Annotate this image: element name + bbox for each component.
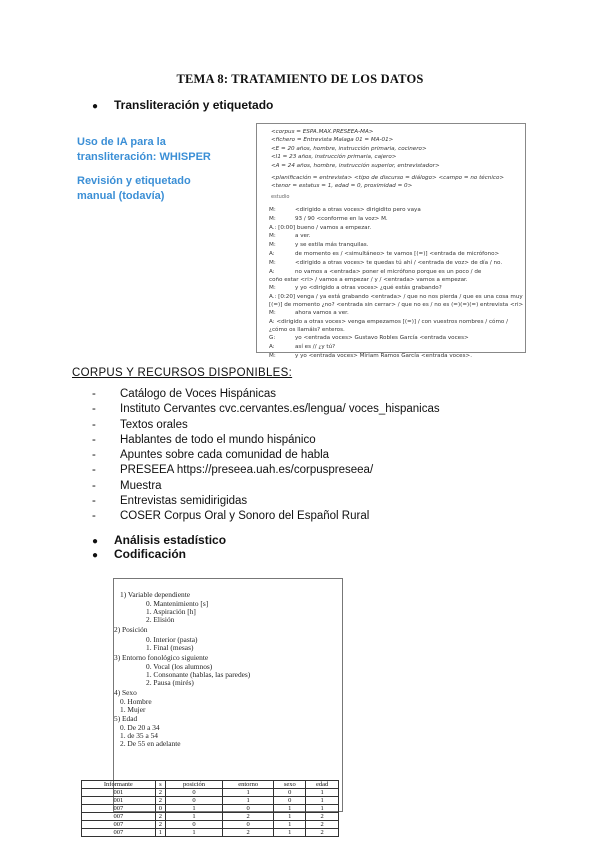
coding-value: 0. Mantenimiento [s] — [146, 599, 209, 608]
corpus-list — [92, 387, 440, 525]
coding-value: 1. Consonante (hablas, las paredes) — [146, 670, 251, 679]
transcript-line: M: <dirigido a otras voces> dirigidito pero vaya — [269, 207, 421, 214]
coding-value: 0. De 20 a 34 — [120, 723, 160, 732]
transcript-line: coño estar <ri> / vamos a empezar / y / <entrada> vamos a empezar. — [269, 277, 468, 284]
bullet-icon: ● — [92, 536, 99, 547]
coding-variable: 2) Posición — [114, 625, 148, 634]
table-row: 001 2 0 1 0 1 — [82, 797, 339, 805]
coding-variable: 5) Edad — [114, 714, 138, 723]
coding-value: 2. Elisión — [146, 615, 175, 624]
transcript-line: A: así es // ¿y tú? — [269, 343, 336, 350]
page-title: TEMA 8: TRATAMIENTO DE LOS DATOS — [176, 72, 424, 86]
coding-variable: 4) Sexo — [114, 688, 137, 697]
coding-value: 0. Interior (pasta) — [146, 635, 198, 644]
coding-value: 0. Vocal (los alumnos) — [146, 662, 213, 671]
coding-value: 1. de 35 a 54 — [120, 731, 158, 740]
coding-value: 2. Pausa (mirés) — [146, 678, 194, 687]
transcript-line: G: yo <entrada voces> Gustavo Robles García <entrada voces> — [269, 335, 469, 341]
list-item: - Instituto Cervantes cvc.cervantes.es/lengua/ voces_hispanicas — [92, 403, 440, 416]
transcript-line: M: y se estila más tranquilas. — [269, 242, 369, 249]
ia-note — [77, 135, 227, 213]
list-item: - COSER Corpus Oral y Sonoro del Español Rural — [92, 510, 370, 523]
coding-variable: 1) Variable dependiente — [120, 590, 191, 599]
bullet-icon: ● — [92, 550, 99, 561]
coding-variable: 3) Entorno fonológico siguiente — [114, 653, 209, 662]
data-table — [81, 780, 339, 837]
coding-value: 1. Final (mesas) — [146, 643, 194, 652]
coding-value: 0. Hombre — [120, 697, 152, 706]
list-item: - PRESEEA https://preseea.uah.es/corpuspreseea/ — [92, 464, 374, 477]
list-item: - Hablantes de todo el mundo hispánico — [92, 433, 316, 446]
bullet-statistical-analysis: ● Análisis estadístico — [92, 533, 227, 547]
transcript-note: estudio — [271, 194, 290, 201]
table-row: 007 2 1 2 1 2 — [82, 813, 339, 821]
transcript-tags: <planificación = entrevista> <tipo de discurso = diálogo> <campo = no técnico> <tenor = estatus = 1, edad = 0, proximidad = 0> — [271, 175, 505, 190]
table-header-row: Informante s posición entorno sexo edad — [82, 781, 339, 789]
ia-note-line1: Uso de IA para la transliteración: WHISPER — [77, 136, 211, 163]
transcript-screenshot — [256, 123, 526, 359]
transcript-line: A: no vamos a <entrada> poner el micrófono porque es un poco / de — [269, 268, 482, 275]
coding-value: 2. De 55 en adelante — [120, 739, 181, 748]
transcript-line: A.: [0:20] venga / ya está grabando <entrada> / que no nos pierda / que es una cosa muy [(=)] de momento ¿no? <entrada sin cerrar> / que no es / no es (=)(=)(=) entrevista <ri> — [269, 294, 524, 309]
transcript-line: A: de momento es / <simultáneo> te vamos [(=)] <entrada de micrófono> — [269, 251, 500, 258]
list-item: - Textos orales — [92, 418, 188, 431]
bullet-icon: ● — [92, 101, 99, 112]
ia-note-line2: Revisión y etiquetado manual (todavía) — [77, 175, 191, 202]
coding-value: 1. Aspiración [h] — [146, 607, 196, 616]
table-row: 007 1 1 2 1 2 — [82, 829, 339, 837]
coding-scheme — [113, 578, 343, 812]
transcript-line: M: ahora vamos a ver. — [269, 310, 349, 317]
transcript-line: M: 93 / 90 <conforme en la voz> M. — [269, 215, 388, 222]
list-item: - Muestra — [92, 479, 162, 492]
transcript-line: M: <dirigido a otras voces> te quedas tú ahí / <entrada de voz> de día / no. — [269, 259, 503, 266]
corpus-heading: CORPUS Y RECURSOS DISPONIBLES: — [72, 367, 293, 379]
transcript-line: M: a ver. — [269, 233, 311, 240]
table-row: 001 2 0 1 0 1 — [82, 789, 339, 797]
transcript-line: M: y yo <dirigido a otras voces> ¿qué estás grabando? — [269, 285, 442, 292]
transcript-line: M: y yo <entrada voces> Miriam Ramos García <entrada voces>. — [269, 352, 472, 359]
transcript-line: A: <dirigido a otras voces> venga empezamos [(=)] / con vuestros nombres / cómo / ¿cómo os llamáis? enteros. — [269, 319, 508, 333]
table-row: 007 0 1 0 1 1 — [82, 805, 339, 813]
list-item: - Apuntes sobre cada comunidad de habla — [92, 449, 330, 462]
table-row: 007 2 0 0 1 2 — [82, 821, 339, 829]
coding-value: 1. Mujer — [120, 705, 146, 714]
transcript-header: <corpus = ESPA.MAX.PRESEEA-MA> <fichero = Entrevista Malaga 01 = MA-01> <E = 20 años, hombre, instrucción primaria, cocinero> <I1 = 23 años, instrucción primaria, cajero> <A = 24 años, hombre, instrucción superior, entrevistador> — [271, 129, 440, 169]
list-item: - Catálogo de Voces Hispánicas — [92, 388, 276, 400]
bullet-transliteration: ● Transliteración y etiquetado — [92, 98, 274, 112]
bullet-coding: ● Codificación — [92, 547, 187, 561]
list-item: - Entrevistas semidirigidas — [92, 495, 248, 508]
transcript-line: A.: [0:00] bueno / vamos a empezar. — [269, 224, 372, 231]
